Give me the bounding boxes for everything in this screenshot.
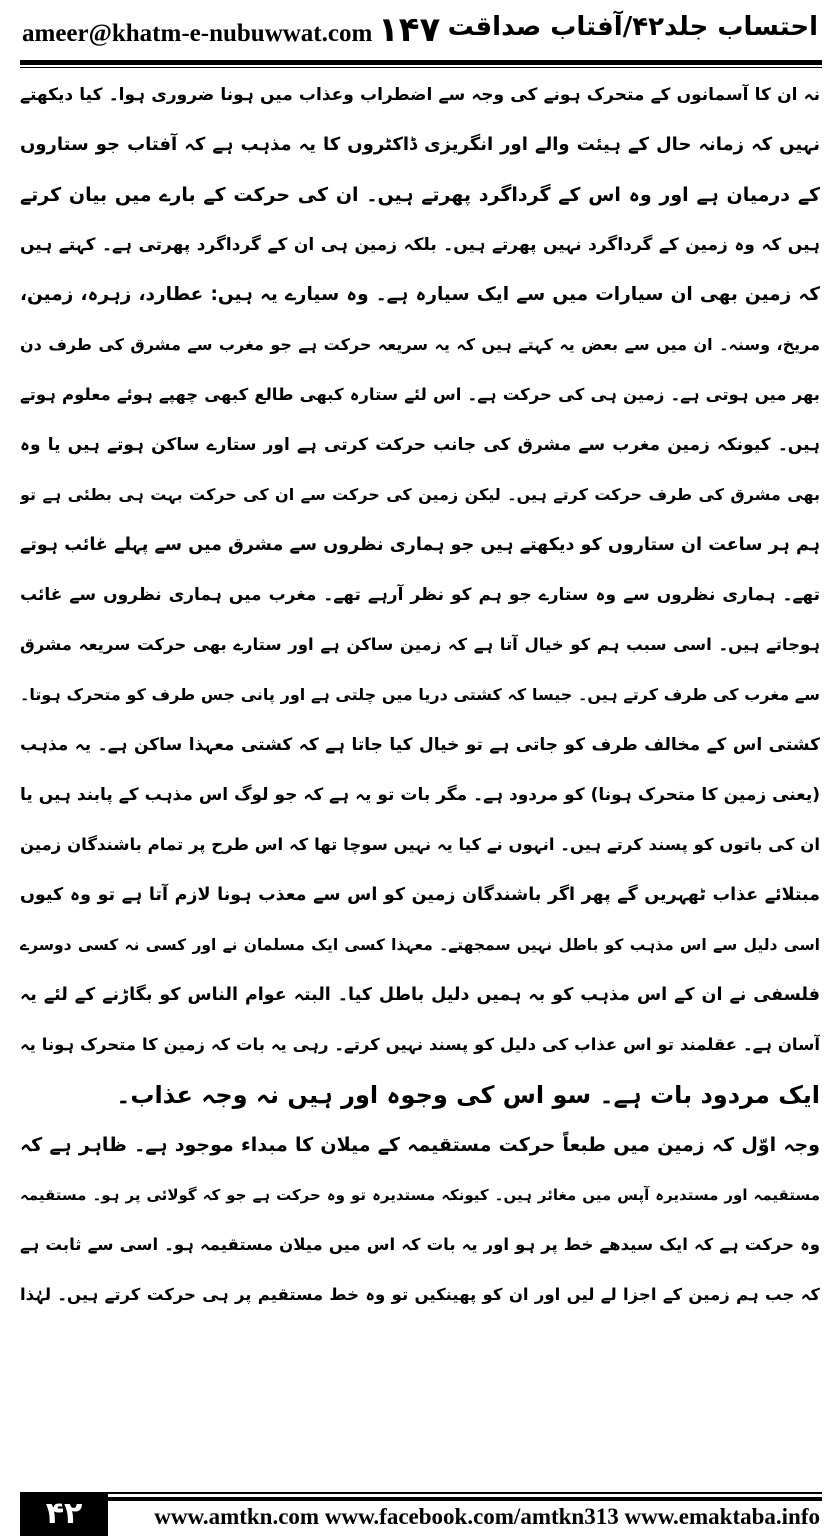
text-line: کے درمیان ہے اور وہ اس کے گرداگرد پھرتے ہیں۔ ان کی حرکت کے بارے میں بیان کرتے <box>20 184 820 206</box>
text-line: بھی مشرق کی طرف حرکت کرتے ہیں۔ لیکن زمین کی حرکت سے ان کی حرکت بہت ہی بطئی ہے تو <box>20 485 820 504</box>
text-line: مریخ، وسنہ۔ ان میں سے بعض یہ کہتے ہیں کہ یہ سریعہ حرکت ہے جو مغرب سے مشرق کی طرف دن <box>20 335 820 354</box>
text-line: ہیں۔ کیونکہ زمین مغرب سے مشرق کی جانب حرکت کرتی ہے اور ستارے ساکن ہوتے ہیں یا وہ <box>20 435 820 455</box>
text-line: مستقیمہ اور مستدیرہ آپس میں مغائر ہیں۔ کیونکہ مستدیرہ تو وہ حرکت ہے جو کہ گولائی پر ہو۔ مستقیمہ <box>20 1186 820 1204</box>
header-rule-thick <box>20 60 822 65</box>
text-line: ہوجاتے ہیں۔ اسی سبب ہم کو خیال آتا ہے کہ زمین ساکن ہے اور ستارے بھی حرکت سریعہ مشرق <box>20 635 820 654</box>
footer-rule-thin <box>108 1492 822 1494</box>
text-line: فلسفی نے ان کے اس مذہب کو بہ ہمیں دلیل باطل کیا۔ البتہ عوام الناس کو بگاڑنے کے لئے یہ <box>20 985 820 1005</box>
text-line: کشتی اس کے مخالف طرف کو جاتی ہے تو خیال کیا جاتا ہے کہ کشتی معہذا ساکن ہے۔ یہ مذہب <box>20 735 820 755</box>
text-line: ہیں کہ وہ زمین کے گرداگرد نہیں پھرتے ہیں۔ بلکہ زمین ہی ان کے گرداگرد پھرتی ہے۔ کہتے ہیں <box>20 235 820 255</box>
text-line: سے مغرب کی طرف کرتے ہیں۔ جیسا کہ کشتی دریا میں چلتی ہے اور پانی جس طرف کو متحرک ہوتا۔ <box>20 685 820 704</box>
page-header <box>0 0 840 62</box>
text-line: ایک مردود بات ہے۔ سو اس کی وجوہ اور ہیں نہ وجہ عذاب۔ <box>116 1081 820 1109</box>
text-line: کہ جب ہم زمین کے اجزا لے لیں اور ان کو پھینکیں تو وہ خط مستقیم پر ہی حرکت کرتے ہیں۔ لہٰذا <box>20 1285 820 1304</box>
footer-page-number: ۴۲ <box>20 1492 108 1536</box>
text-line: ان کی باتوں کو پسند کرتے ہیں۔ انہوں نے کیا یہ نہیں سوچا تھا کہ اس طرح پر تمام باشندگان زمین <box>20 835 820 854</box>
text-line: بھر میں ہوتی ہے۔ زمین ہی کی حرکت ہے۔ اس لئے ستارہ کبھی طالع کبھی چھپے ہوئے معلوم ہوتے <box>20 385 820 404</box>
text-line: آسان ہے۔ عقلمند تو اس عذاب کی دلیل کو پسند نہیں کرتے۔ رہی یہ بات کہ زمین کا متحرک ہونا یہ <box>20 1035 820 1054</box>
text-line: مبتلائے عذاب ٹھہریں گے پھر اگر باشندگان زمین کو اس سے معذب ہونا لازم آتا ہے تو وہ کیوں <box>20 885 820 905</box>
text-line: وہ حرکت ہے کہ ایک سیدھے خط پر ہو اور یہ بات کہ اس میں میلان مستقیمہ ہو۔ اسی سے ثابت ہے <box>20 1235 820 1254</box>
header-rule-thin <box>20 67 822 68</box>
text-line: کہ زمین بھی ان سیارات میں سے ایک سیارہ ہے۔ وہ سیارے یہ ہیں: عطارد، زہرہ، زمین، <box>20 284 820 305</box>
text-line: نہیں کہ زمانہ حال کے ہیئت والے اور انگریزی ڈاکٹروں کا یہ مذہب ہے کہ آفتاب جو ستاروں <box>20 134 820 155</box>
text-line: اسی دلیل سے اس مذہب کو باطل نہیں سمجھتے۔ معہذا کسی ایک مسلمان نے اور کسی نہ کسی دوسرے <box>20 936 820 954</box>
header-page-number: ۱۴۷ <box>378 10 441 50</box>
footer-links[interactable]: www.amtkn.com www.facebook.com/amtkn313 www.emaktaba.info <box>154 1504 820 1529</box>
text-line: ہم ہر ساعت ان ستاروں کو دیکھتے ہیں جو ہماری نظروں سے مشرق میں سے پہلے غائب ہوتے <box>20 535 820 555</box>
text-line: (یعنی زمین کا متحرک ہونا) کو مردود ہے۔ مگر بات تو یہ ہے کہ جو لوگ اس مذہب کے پابند ہیں یا <box>20 785 820 805</box>
header-book-title: احتساب جلد۴۲/آفتاب صداقت <box>447 12 818 42</box>
body-text <box>20 70 820 1470</box>
text-line: وجہ اوّل کہ زمین میں طبعاً حرکت مستقیمہ کے میلان کا مبداء موجود ہے۔ ظاہر ہے کہ <box>20 1134 820 1156</box>
text-line: تھے۔ ہماری نظروں سے وہ ستارے جو ہم کو نظر آرہے تھے۔ مغرب میں ہماری نظروں سے غائب <box>20 585 820 605</box>
text-line: نہ ان کا آسمانوں کے متحرک ہونے کی وجہ سے اضطراب وعذاب میں ہونا ضروری ہوا۔ کیا دیکھتے <box>20 85 820 105</box>
header-email: ameer@khatm-e-nubuwwat.com <box>22 20 373 47</box>
footer-rule-thick <box>108 1497 822 1501</box>
page-footer <box>0 1488 840 1540</box>
